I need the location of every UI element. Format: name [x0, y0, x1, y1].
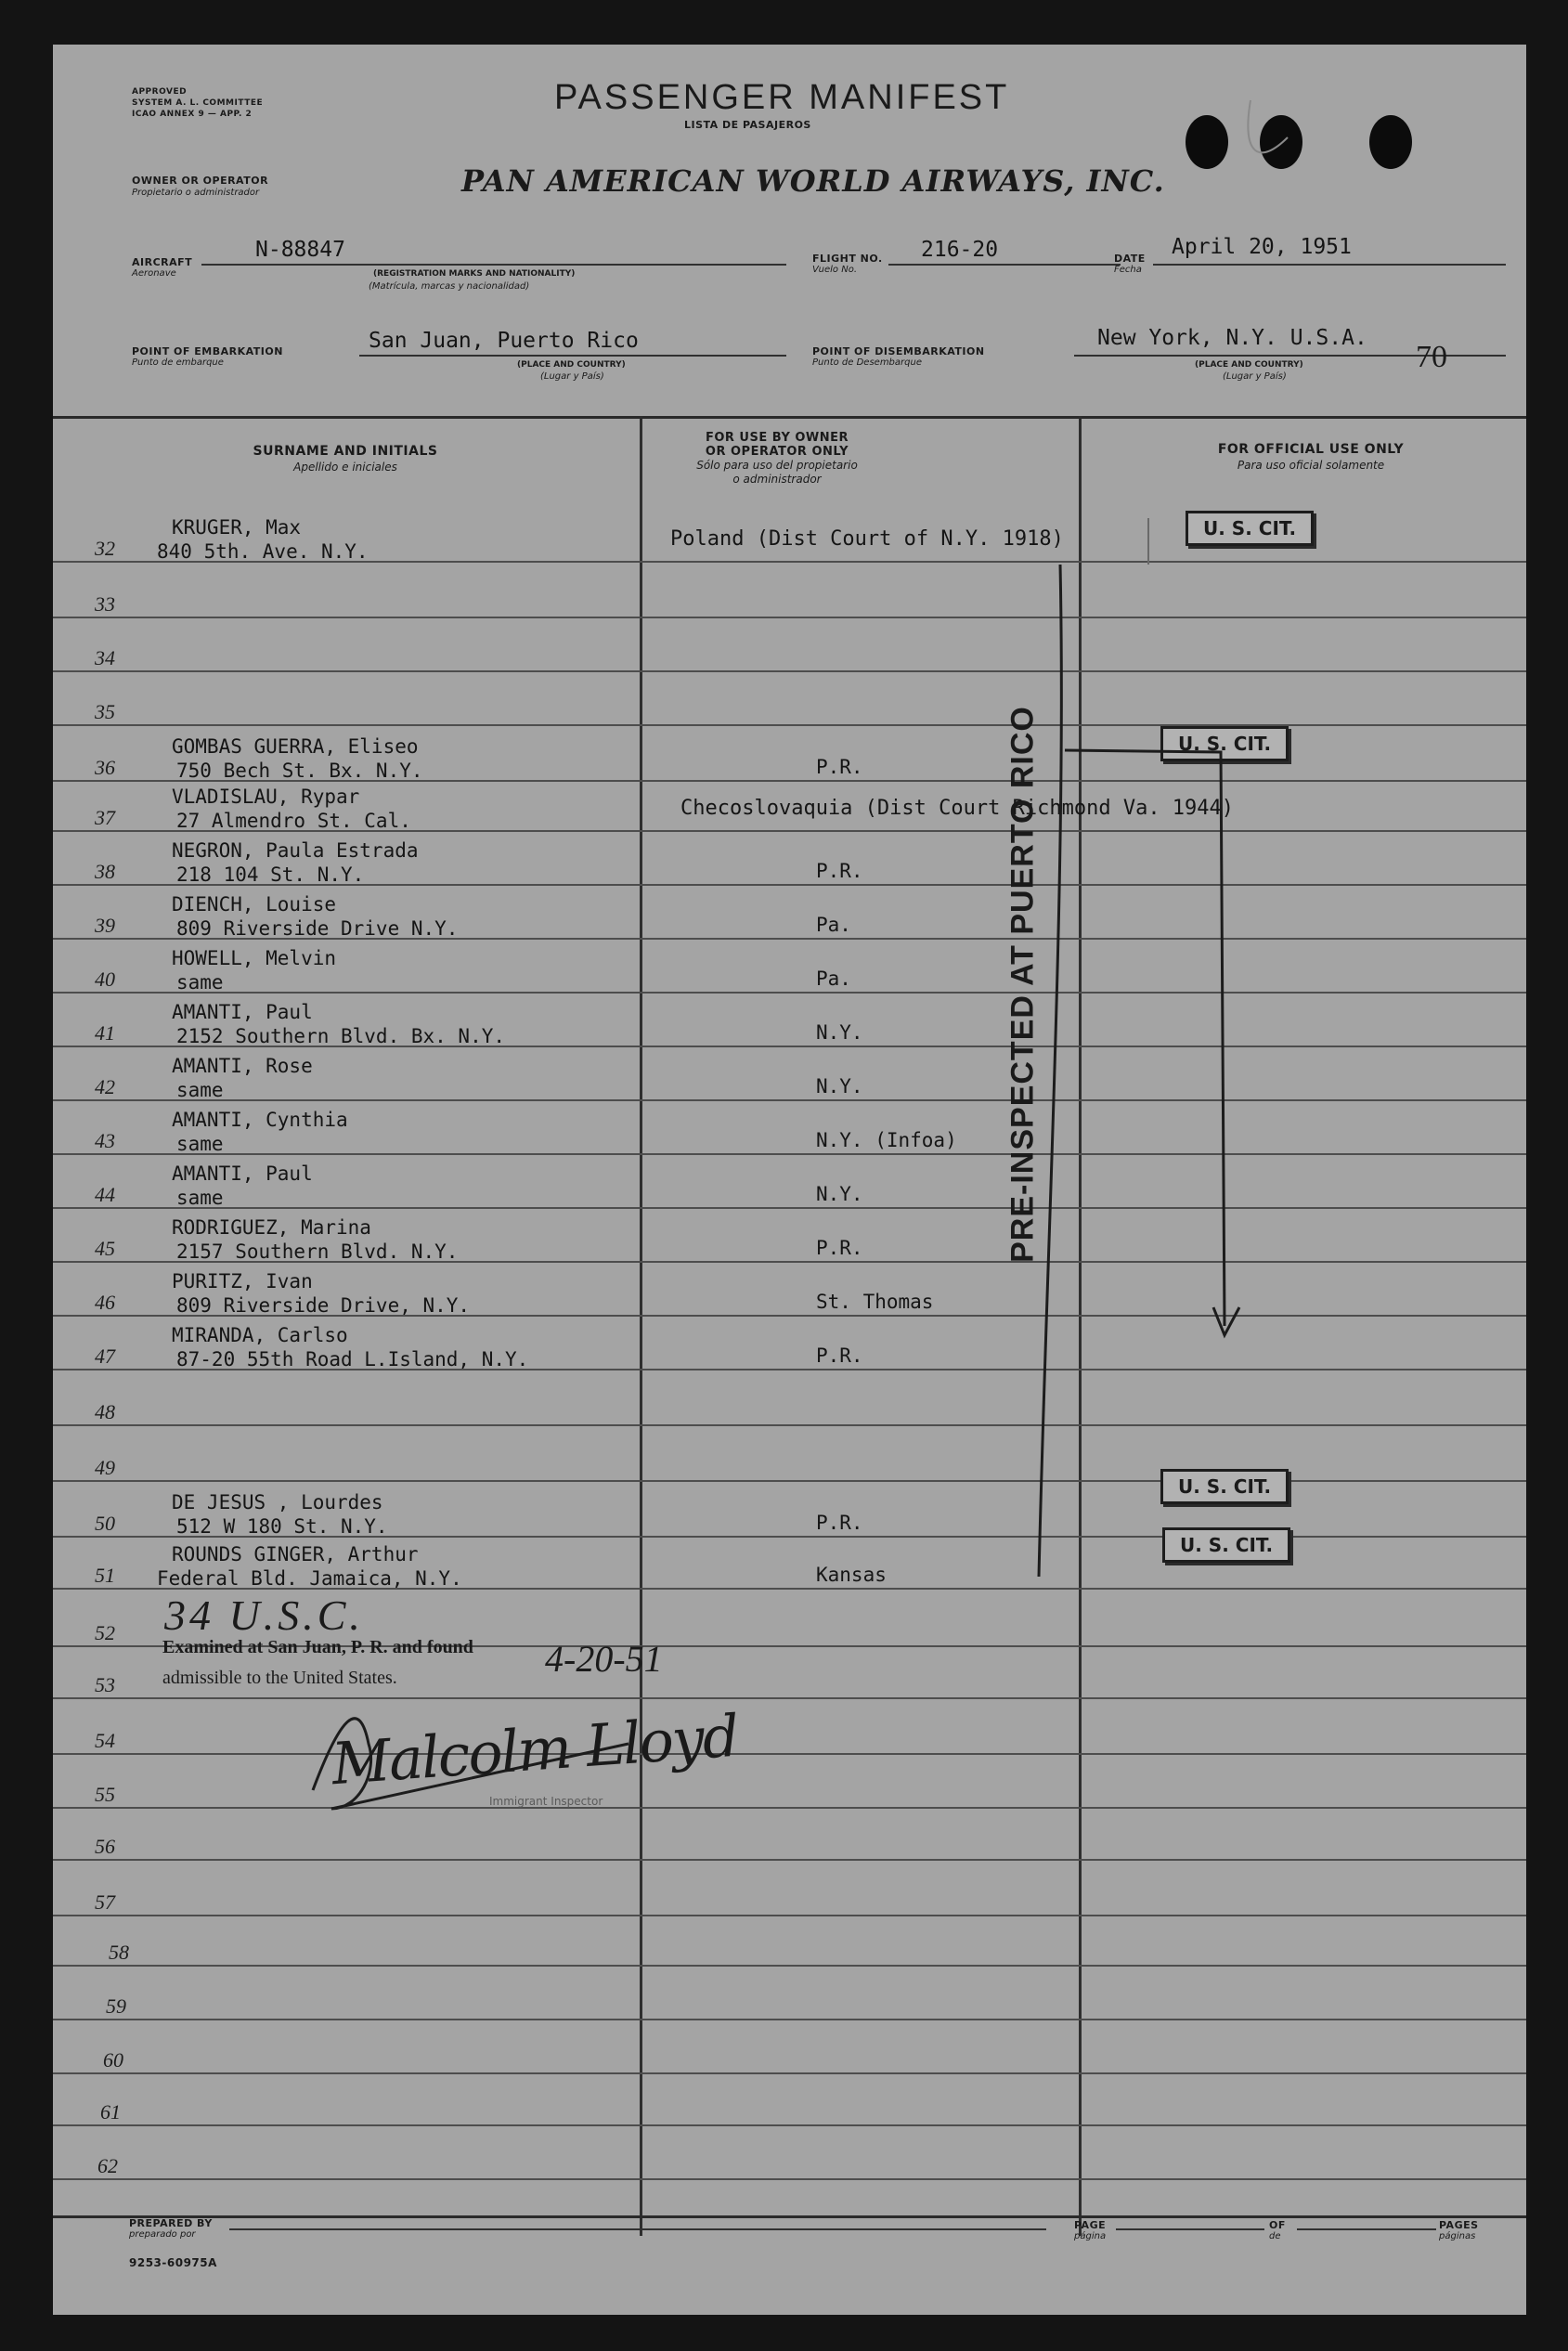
passenger-name: MIRANDA, Carlso [172, 1324, 348, 1346]
origin-note: Kansas [816, 1564, 887, 1586]
disembark-value: New York, N.Y. U.S.A. [1097, 326, 1367, 350]
row-number: 57 [95, 1890, 115, 1914]
passenger-address: 27 Almendro St. Cal. [176, 810, 411, 832]
us-citizen-stamp: U. S. CIT. [1160, 1469, 1289, 1504]
passenger-address: 512 W 180 St. N.Y. [176, 1515, 388, 1538]
approval-line: ICAO ANNEX 9 — APP. 2 [132, 110, 253, 119]
row-number: 45 [95, 1237, 115, 1260]
disembark-label-es: Punto de Desembarque [812, 357, 922, 368]
row-number: 52 [95, 1621, 115, 1644]
passenger-address: 840 5th. Ave. N.Y. [157, 540, 369, 563]
disembark-label: POINT OF DISEMBARKATION [812, 345, 985, 357]
embark-label: POINT OF EMBARKATION [132, 345, 283, 357]
pages-label: PAGES [1439, 2219, 1479, 2231]
passenger-name: KRUGER, Max [172, 516, 302, 539]
embark-value: San Juan, Puerto Rico [369, 329, 639, 353]
inspector-title: Immigrant Inspector [489, 1795, 603, 1808]
row-number: 56 [95, 1835, 115, 1858]
origin-note: N.Y. [816, 1183, 863, 1205]
passenger-name: PURITZ, Ivan [172, 1270, 313, 1292]
passenger-name: AMANTI, Cynthia [172, 1109, 348, 1131]
origin-note: P.R. [816, 860, 863, 882]
inspection-line-2: admissible to the United States. [162, 1668, 397, 1688]
passenger-name: GOMBAS GUERRA, Eliseo [172, 735, 419, 758]
passenger-name: VLADISLAU, Rypar [172, 786, 360, 808]
of-label: OF [1269, 2219, 1286, 2231]
origin-note: P.R. [816, 1344, 863, 1367]
place-note-2: (PLACE AND COUNTRY) [1195, 360, 1303, 370]
page-label-es: página [1074, 2231, 1107, 2241]
origin-note: Pa. [816, 914, 851, 936]
row-number: 44 [95, 1183, 115, 1206]
column-header-official-en: FOR OFFICIAL USE ONLY [1217, 442, 1405, 457]
inspection-line-1: Examined at San Juan, P. R. and found [162, 1637, 473, 1657]
embark-label-es: Punto de embarque [132, 357, 224, 368]
inspector-signature: Malcolm Lloyd [329, 1701, 740, 1799]
approval-line: APPROVED [132, 87, 188, 97]
passenger-address: same [176, 1187, 224, 1209]
origin-note: P.R. [816, 1237, 863, 1259]
column-header-owner-es: Sólo para uso del propietario [696, 459, 858, 472]
row-number: 54 [95, 1729, 115, 1752]
passenger-address: 2152 Southern Blvd. Bx. N.Y. [176, 1025, 506, 1047]
row-number: 47 [95, 1344, 115, 1368]
origin-note: P.R. [816, 756, 863, 778]
date-label: DATE [1114, 253, 1146, 265]
passenger-name: AMANTI, Rose [172, 1055, 313, 1077]
passenger-name: NEGRON, Paula Estrada [172, 839, 419, 862]
of-label-es: de [1269, 2231, 1281, 2241]
aircraft-label-es: Aeronave [132, 268, 176, 279]
passenger-address: 809 Riverside Drive N.Y. [176, 917, 459, 940]
owner-value: PAN AMERICAN WORLD AIRWAYS, INC. [461, 163, 1165, 199]
row-number: 39 [95, 914, 115, 937]
origin-note: Poland (Dist Court of N.Y. 1918) [670, 527, 1064, 551]
form-number: 9253-60975A [129, 2256, 217, 2269]
manifest-document [53, 45, 1526, 2315]
prepared-label-es: preparado por [129, 2229, 196, 2240]
column-header-owner-es: o administrador [732, 473, 822, 486]
row-number: 34 [95, 646, 115, 669]
origin-note: Pa. [816, 968, 851, 990]
row-number: 32 [95, 537, 115, 560]
flight-label-es: Vuelo No. [812, 265, 858, 275]
handwritten-count: 34 U.S.C. [164, 1591, 364, 1639]
us-citizen-stamp: U. S. CIT. [1160, 726, 1289, 761]
pages-label-es: páginas [1439, 2231, 1476, 2241]
origin-note: N.Y. [816, 1021, 863, 1044]
row-number: 42 [95, 1075, 115, 1098]
row-number: 43 [95, 1129, 115, 1152]
column-header-name-es: Apellido e iniciales [293, 461, 397, 474]
place-note-es: (Lugar y País) [540, 371, 604, 382]
row-number: 51 [95, 1564, 115, 1587]
place-note: (PLACE AND COUNTRY) [517, 360, 626, 370]
row-number: 50 [95, 1512, 115, 1535]
passenger-address: 218 104 St. N.Y. [176, 864, 365, 886]
footer-rule [53, 2215, 1526, 2218]
origin-note: Checoslovaquia (Dist Court Richmond Va. 1944) [680, 797, 1235, 820]
origin-note: N.Y. (Infoa) [816, 1129, 957, 1151]
column-header-official-es: Para uso oficial solamente [1237, 459, 1385, 472]
of-field-line [1297, 2228, 1436, 2230]
passenger-name: DIENCH, Louise [172, 893, 337, 916]
row-number: 60 [103, 2048, 123, 2072]
row-number: 48 [95, 1400, 115, 1423]
origin-note: P.R. [816, 1512, 863, 1534]
aircraft-label: AIRCRAFT [132, 256, 193, 268]
flight-label: FLIGHT NO. [812, 253, 883, 265]
owner-label: OWNER OR OPERATOR [132, 175, 269, 187]
passenger-address: Federal Bld. Jamaica, N.Y. [157, 1567, 462, 1590]
passenger-address: same [176, 971, 224, 994]
row-number: 38 [95, 860, 115, 883]
passenger-address: 809 Riverside Drive, N.Y. [176, 1294, 471, 1317]
row-number: 49 [95, 1456, 115, 1479]
passenger-name: AMANTI, Paul [172, 1163, 313, 1185]
row-number: 33 [95, 592, 115, 616]
row-number: 46 [95, 1291, 115, 1314]
owner-label-es: Propietario o administrador [132, 188, 260, 198]
prepared-label: PREPARED BY [129, 2217, 213, 2229]
column-header-owner-line: FOR USE BY OWNER [705, 431, 849, 445]
passenger-name: HOWELL, Melvin [172, 947, 337, 969]
origin-note: N.Y. [816, 1075, 863, 1098]
row-number: 36 [95, 756, 115, 779]
passenger-name: DE JESUS , Lourdes [172, 1491, 383, 1513]
passenger-name: RODRIGUEZ, Marina [172, 1216, 371, 1239]
row-number: 41 [95, 1021, 115, 1045]
passenger-address: 87-20 55th Road L.Island, N.Y. [176, 1348, 529, 1370]
flight-value: 216-20 [921, 238, 999, 262]
row-number: 37 [95, 806, 115, 829]
prepared-field-line [229, 2228, 1046, 2230]
row-number: 53 [95, 1673, 115, 1696]
column-header-name-en: SURNAME AND INITIALS [253, 444, 438, 459]
row-number: 40 [95, 968, 115, 991]
passenger-address: same [176, 1133, 224, 1155]
pre-inspected-stamp: PRE-INSPECTED AT PUERTO RICO [1004, 706, 1041, 1263]
registration-note-es: (Matrícula, marcas y nacionalidad) [369, 281, 530, 292]
passenger-address: 2157 Southern Blvd. N.Y. [176, 1240, 459, 1263]
row-number: 59 [106, 1994, 126, 2018]
row-number: 61 [100, 2100, 121, 2124]
page-title: PASSENGER MANIFEST [554, 78, 1010, 117]
page-field-line [1116, 2228, 1264, 2230]
place-note-es-2: (Lugar y País) [1223, 371, 1287, 382]
row-number: 55 [95, 1783, 115, 1806]
aircraft-value: N-88847 [255, 238, 345, 262]
inspection-date: 4-20-51 [545, 1638, 663, 1680]
approval-line: SYSTEM A. L. COMMITTEE [132, 98, 264, 108]
row-number: 62 [97, 2154, 118, 2177]
passenger-address: 750 Bech St. Bx. N.Y. [176, 760, 423, 782]
row-number: 35 [95, 700, 115, 723]
row-number: 58 [109, 1941, 129, 1964]
us-citizen-stamp: U. S. CIT. [1162, 1527, 1290, 1563]
passenger-address: same [176, 1079, 224, 1101]
handwritten-marks [53, 45, 1526, 2315]
date-value: April 20, 1951 [1172, 235, 1352, 259]
page-number-mark: 70 [1416, 340, 1447, 374]
us-citizen-stamp: U. S. CIT. [1186, 511, 1314, 546]
passenger-name: AMANTI, Paul [172, 1001, 313, 1023]
registration-note: (REGISTRATION MARKS AND NATIONALITY) [373, 269, 576, 279]
passenger-name: ROUNDS GINGER, Arthur [172, 1543, 419, 1565]
column-header-owner-line: OR OPERATOR ONLY [705, 445, 849, 459]
date-label-es: Fecha [1114, 265, 1142, 275]
page-label: PAGE [1074, 2219, 1107, 2231]
page-subtitle: LISTA DE PASAJEROS [684, 119, 811, 131]
origin-note: St. Thomas [816, 1291, 934, 1313]
